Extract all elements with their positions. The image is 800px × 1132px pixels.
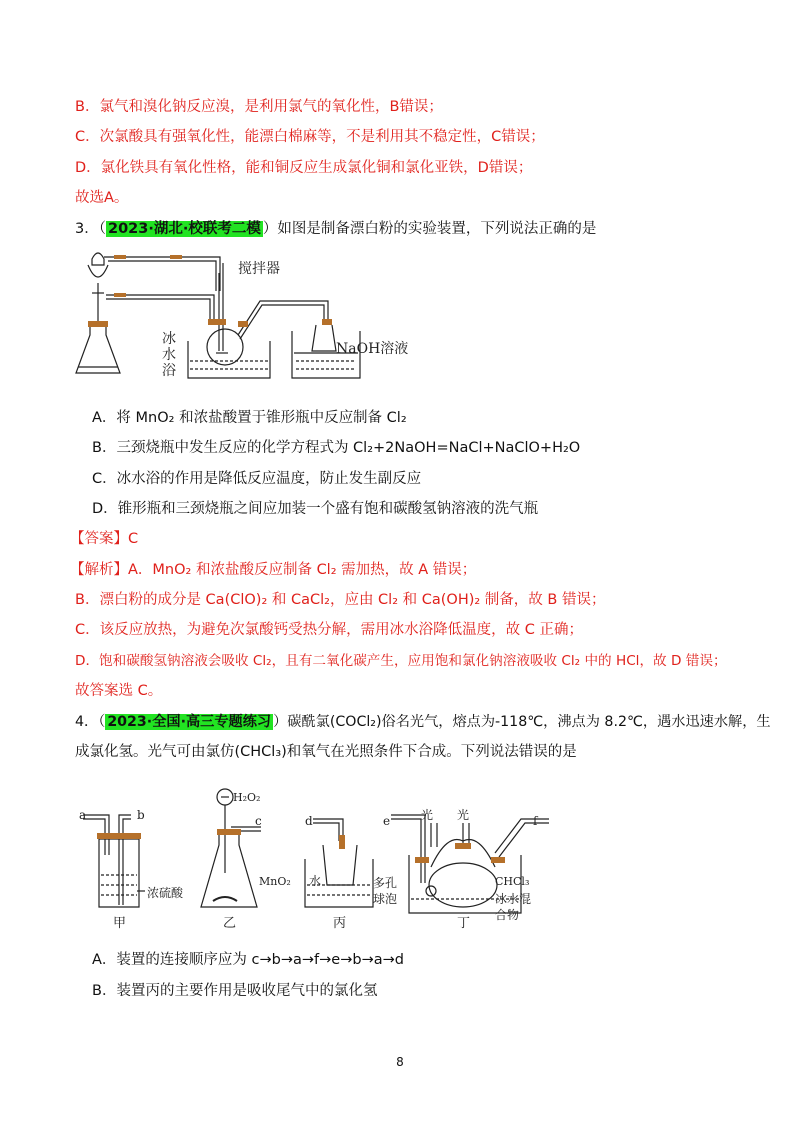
- q4-label-porous-2: 球泡: [373, 892, 398, 906]
- q4-label-d: d: [305, 814, 313, 828]
- q3-option-c: C．冰水浴的作用是降低反应温度，防止发生副反应: [92, 471, 422, 487]
- q3-label-ice-3: 浴: [162, 363, 176, 379]
- q4-label-light-1: 光: [421, 808, 434, 822]
- q3-source-tag: 2023·湖北·校联考二模: [107, 221, 261, 237]
- q4-number: 4．（: [75, 714, 106, 730]
- q4-label-e: e: [383, 814, 391, 828]
- q4-label-icewater-1: 冰水混: [495, 892, 532, 906]
- prev-answer-conclusion: 故选A。: [75, 190, 129, 206]
- q3-label-ice-2: 水: [162, 347, 176, 363]
- q4-option-a: A．装置的连接顺序应为 c→b→a→f→e→b→a→d: [92, 952, 404, 968]
- q4-label-conc-acid: 浓硫酸: [147, 886, 184, 900]
- q4-label-porous-1: 多孔: [373, 876, 398, 890]
- q3-apparatus-figure: [70, 243, 450, 388]
- q3-label-ice-1: 冰: [162, 331, 176, 347]
- q4-stem-line2: 成氯化氢。光气可由氯仿(CHCl₃)和氧气在光照条件下合成。下列说法错误的是: [75, 744, 577, 760]
- q4-label-ding: 丁: [457, 916, 471, 931]
- q3-stem: ）如图是制备漂白粉的实验装置，下列说法正确的是: [262, 221, 597, 237]
- q4-label-mno2: MnO₂: [259, 875, 291, 888]
- q4-label-water: 水: [309, 874, 322, 888]
- q3-option-d: D．锥形瓶和三颈烧瓶之间应加装一个盛有饱和碳酸氢钠溶液的洗气瓶: [92, 501, 539, 517]
- q4-label-c: c: [255, 814, 262, 828]
- q3-option-a: A．将 MnO₂ 和浓盐酸置于锥形瓶中反应制备 Cl₂: [92, 410, 407, 426]
- q4-label-yi: 乙: [223, 916, 237, 931]
- q3-number: 3．（: [75, 221, 106, 237]
- q3-analysis-d: D．饱和碳酸氢钠溶液会吸收 Cl₂，且有二氧化碳产生，应用饱和氯化钠溶液吸收 Cl₂ 中的 HCl，故 D 错误；: [75, 653, 727, 669]
- q4-stem-line1: ）碳酰氯(COCl₂)俗名光气，熔点为-118℃，沸点为 8.2℃，遇水迅速水解，生: [273, 714, 771, 730]
- q4-label-jia: 甲: [113, 916, 127, 931]
- prev-answer-c: C．次氯酸具有强氧化性，能漂白棉麻等，不是利用其不稳定性，C错误；: [75, 129, 545, 145]
- q4-header: [75, 712, 771, 732]
- q4-apparatus-figure: [75, 775, 555, 935]
- q3-analysis-c: C．该反应放热，为避免次氯酸钙受热分解，需用冰水浴降低温度，故 C 正确；: [75, 622, 583, 638]
- q3-analysis-conclusion: 故答案选 C。: [75, 683, 163, 699]
- q4-label-icewater-2: 合物: [495, 908, 520, 922]
- q3-header: [75, 219, 596, 239]
- prev-answer-d: D．氯化铁具有氧化性格，能和铜反应生成氯化铜和氯化亚铁，D错误；: [75, 160, 533, 176]
- q3-answer: 【答案】C: [70, 531, 139, 547]
- q4-source-tag: 2023·全国·高三专题练习: [107, 714, 272, 730]
- q3-label-stirrer: 搅拌器: [238, 261, 280, 277]
- q4-option-b: B．装置丙的主要作用是吸收尾气中的氯化氢: [92, 983, 378, 999]
- q3-label-naoh: NaOH溶液: [336, 341, 409, 357]
- q4-label-h2o2: H₂O₂: [233, 791, 261, 804]
- q4-label-light-2: 光: [457, 808, 470, 822]
- q3-analysis-b: B．漂白粉的成分是 Ca(ClO)₂ 和 CaCl₂，应由 Cl₂ 和 Ca(OH)₂ 制备，故 B 错误；: [75, 592, 606, 608]
- page-number: 8: [396, 1055, 404, 1069]
- q4-label-a: a: [79, 808, 87, 822]
- q3-option-b: B．三颈烧瓶中发生反应的化学方程式为 Cl₂+2NaOH=NaCl+NaClO+H₂O: [92, 440, 581, 456]
- prev-answer-b: B．氯气和溴化钠反应溴，是利用氯气的氧化性，B错误；: [75, 99, 443, 115]
- q4-label-b: b: [137, 808, 145, 822]
- q3-analysis-a: 【解析】A．MnO₂ 和浓盐酸反应制备 Cl₂ 需加热，故 A 错误；: [70, 562, 477, 578]
- q4-label-chcl3: CHCl₃: [495, 875, 530, 888]
- q4-label-bing: 丙: [333, 916, 347, 931]
- q4-label-f: f: [533, 814, 538, 828]
